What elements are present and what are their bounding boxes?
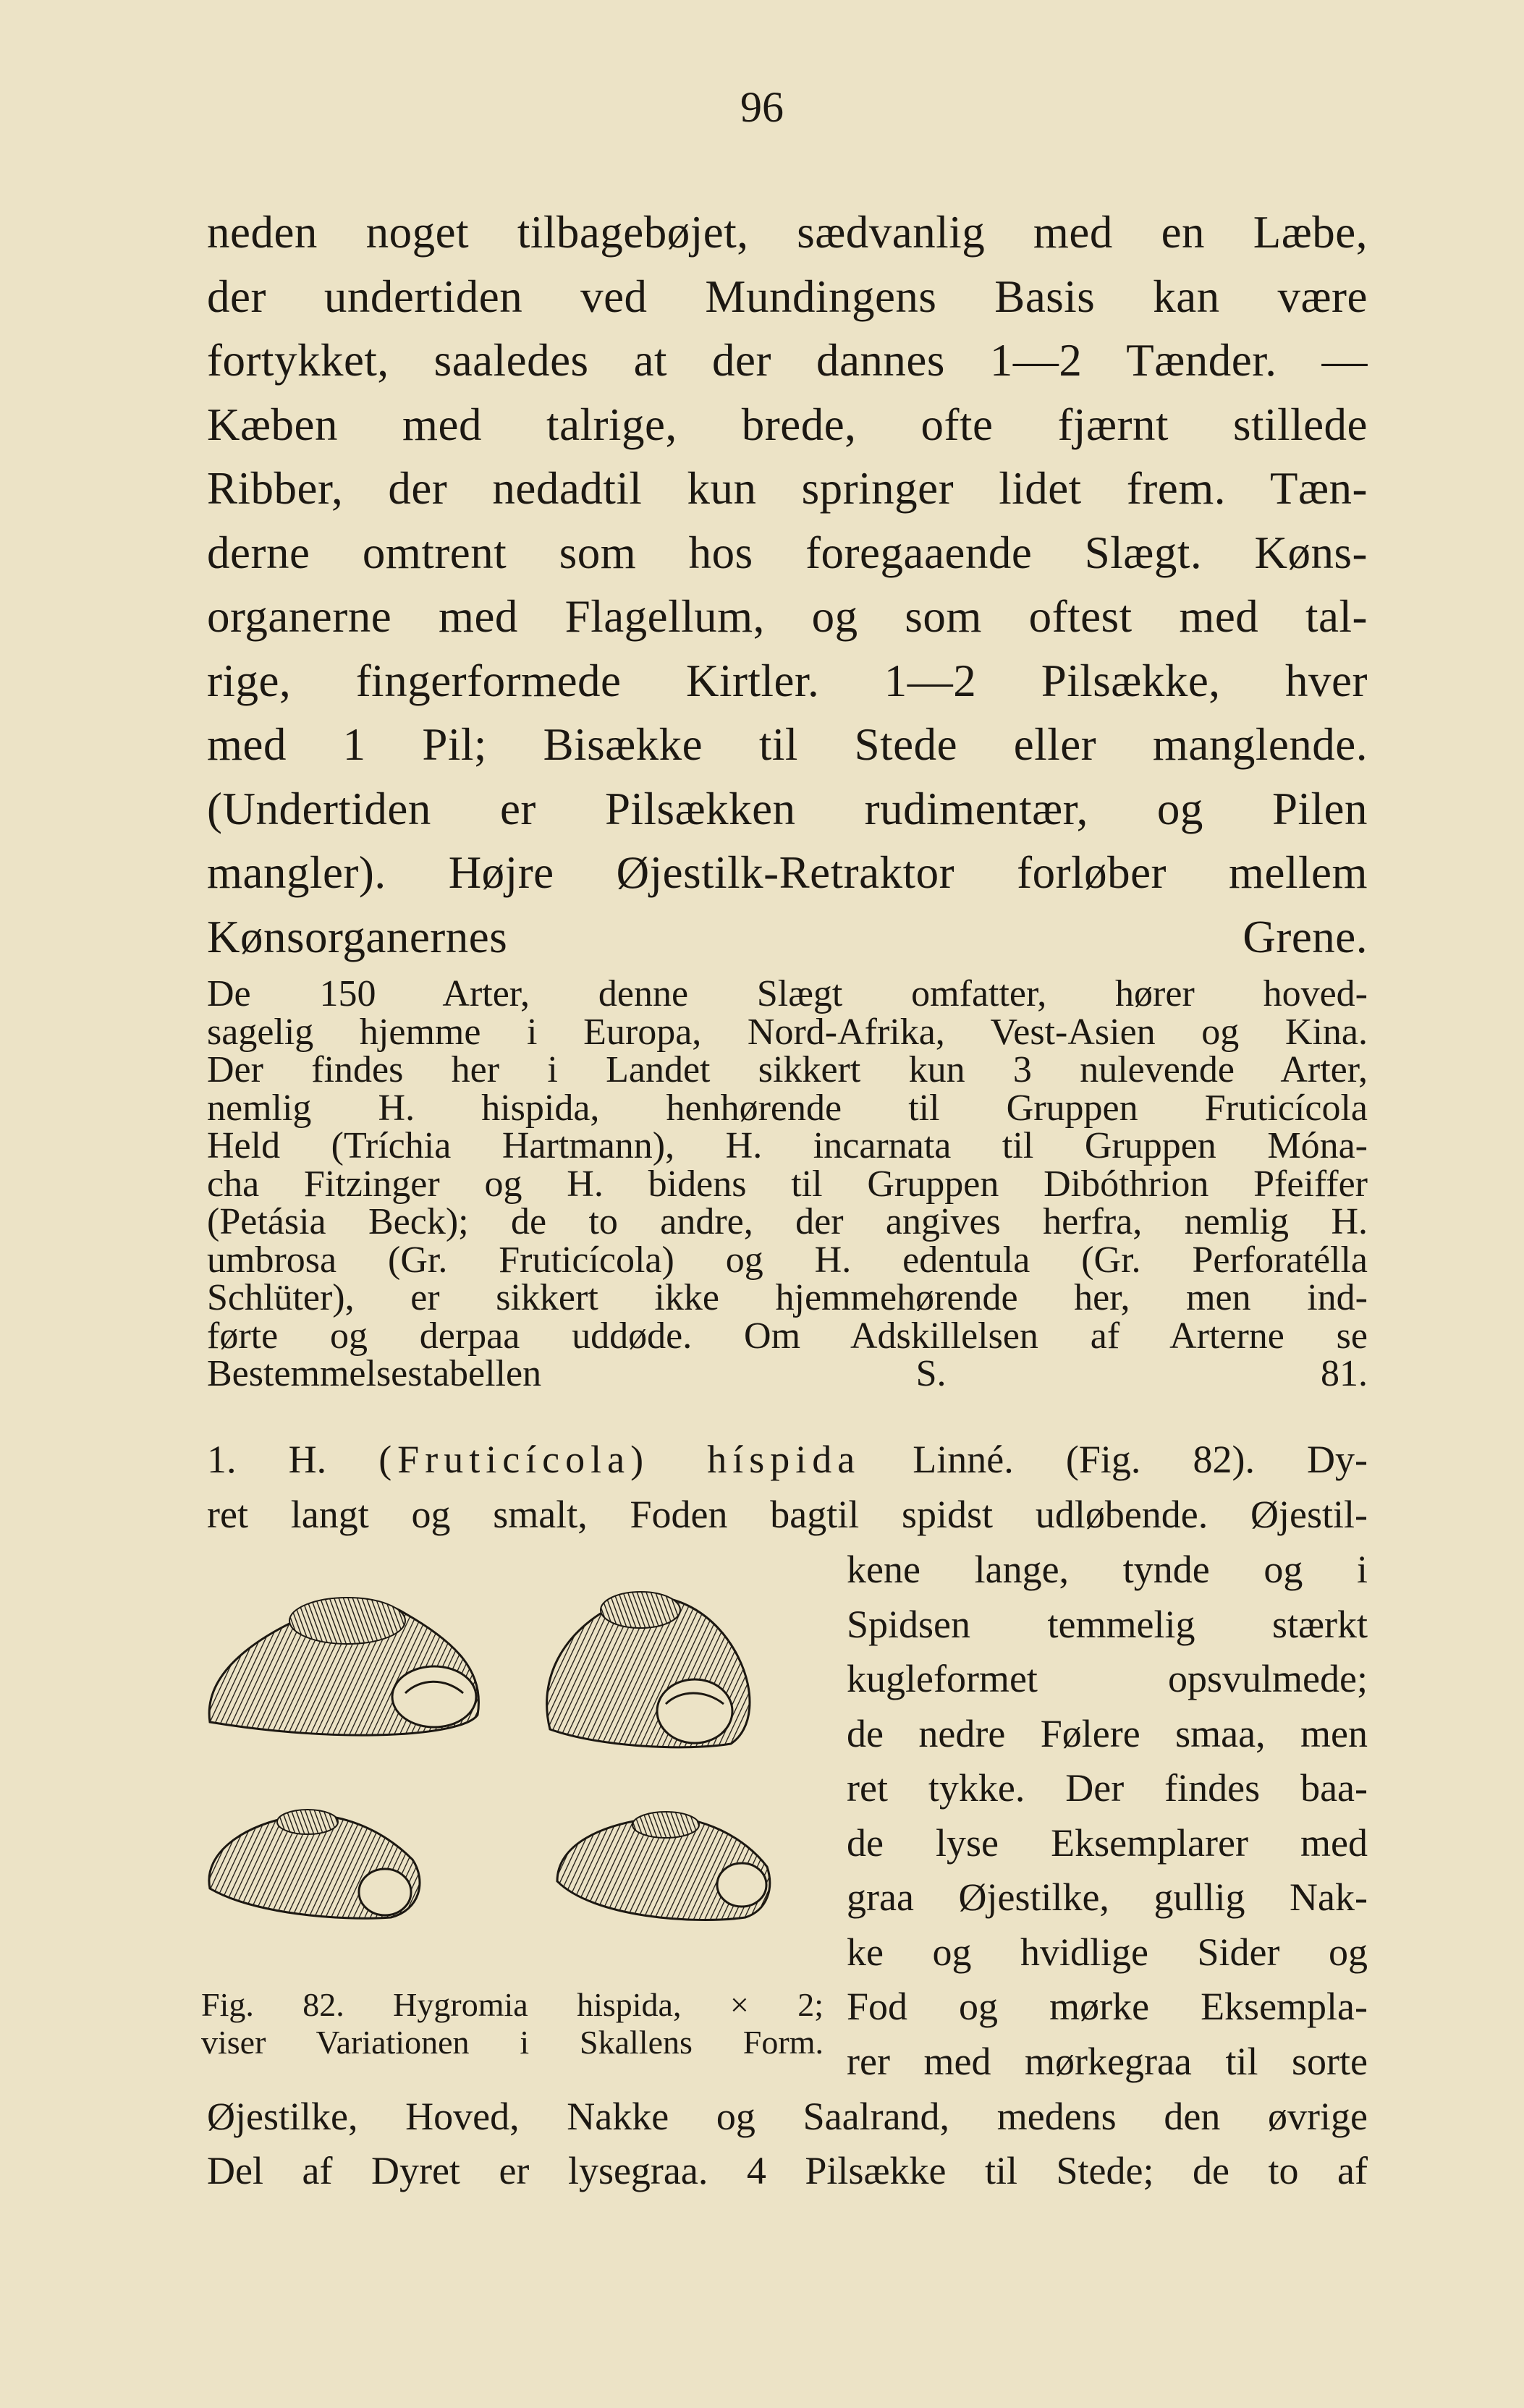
text-line: (Undertiden er Pilsækken rudimentær, og Pilen [207,783,1368,834]
species-description-line: ret langt og smalt, Foden bagtil spidst udløbende. Øjestil- [207,1493,1368,1536]
text-line: nemlig H. hispida, henhørende til Gruppen Fruticícola [207,1087,1368,1129]
text-line: Schlüter), er sikkert ikke hjemmehørende her, men ind- [207,1277,1368,1318]
text-line: (Petásia Beck); de to andre, der angives herfra, nemlig H. [207,1201,1368,1242]
text-line: neden noget tilbagebøjet, sædvanlig med en Læbe, [207,207,1368,258]
species-author: Linné. (Fig. 82). Dy- [913,1438,1368,1481]
text-line: rer med mørkegraa til sorte [847,2039,1368,2083]
species-heading-line [207,1440,1368,1479]
text-line: derne omtrent som hos foregaaende Slægt. Køns- [207,527,1368,578]
shell-bottom-right [557,1812,770,1920]
text-line: sagelig hjemme i Europa, Nord-Afrika, Vest-Asien og Kina. [207,1011,1368,1053]
text-line: ke og hvidlige Sider og [847,1930,1368,1974]
text-line: med 1 Pil; Bisække til Stede eller manglende. [207,719,1368,770]
caption-line: viser Variationen i Skallens Form. [201,2024,824,2061]
text-line: organerne med Flagellum, og som oftest med tal- [207,591,1368,642]
species-number: 1. H. [207,1438,327,1481]
page-number: 96 [740,83,784,131]
text-line: kugleformet opsvulmede; [847,1657,1368,1700]
text-line: kene lange, tynde og i [847,1548,1368,1591]
text-line: umbrosa (Gr. Fruticícola) og H. edentula (Gr. Perforatélla [207,1239,1368,1281]
text-line: der undertiden ved Mundingens Basis kan være [207,271,1368,322]
text-line: Øjestilke, Hoved, Nakke og Saalrand, medens den øvrige [207,2095,1368,2138]
text-line: Held (Tríchia Hartmann), H. incarnata til Gruppen Móna- [207,1125,1368,1166]
text-line: cha Fitzinger og H. bidens til Gruppen Dibóthrion Pfeiffer [207,1163,1368,1205]
text-line: Spidsen temmelig stærkt [847,1602,1368,1646]
text-line: Bestemmelsestabellen S. 81. [207,1353,1368,1394]
text-line: de lyse Eksemplarer med [847,1820,1368,1865]
text-line: Der findes her i Landet sikkert kun 3 nulevende Arter, [207,1049,1368,1090]
text-line: Kønsorganernes Grene. [207,911,1368,962]
shell-bottom-left [209,1810,420,1918]
text-line: Kæben med talrige, brede, ofte fjærnt stillede [207,399,1368,450]
text-line: de nedre Følere smaa, men [847,1711,1368,1755]
caption-line: Fig. 82. Hygromia hispida, × 2; [201,1986,824,2023]
text-line: graa Øjestilke, gullig Nak- [847,1875,1368,1919]
text-line: rige, fingerformede Kirtler. 1—2 Pilsække, hver [207,655,1368,706]
text-line: Ribber, der nedadtil kun springer lidet frem. Tæn- [207,463,1368,514]
text-line: De 150 Arter, denne Slægt omfatter, hører hoved- [207,973,1368,1014]
text-line: ret tykke. Der findes baa- [847,1766,1368,1810]
text-line: førte og derpaa uddøde. Om Adskillelsen af Arterne se [207,1315,1368,1357]
shell-top-right [547,1592,750,1747]
text-line: Fod og mørke Eksempla- [847,1985,1368,2028]
text-line: Del af Dyret er lysegraa. 4 Pilsække til Stede; de to af [207,2149,1368,2192]
shell-top-left [209,1598,478,1735]
species-name: (Fruticícola) híspida [378,1438,861,1481]
figure-82-shells [195,1548,818,1954]
text-line: fortykket, saaledes at der dannes 1—2 Tænder. — [207,335,1368,386]
text-line: mangler). Højre Øjestilk-Retraktor forløber mellem [207,847,1368,898]
